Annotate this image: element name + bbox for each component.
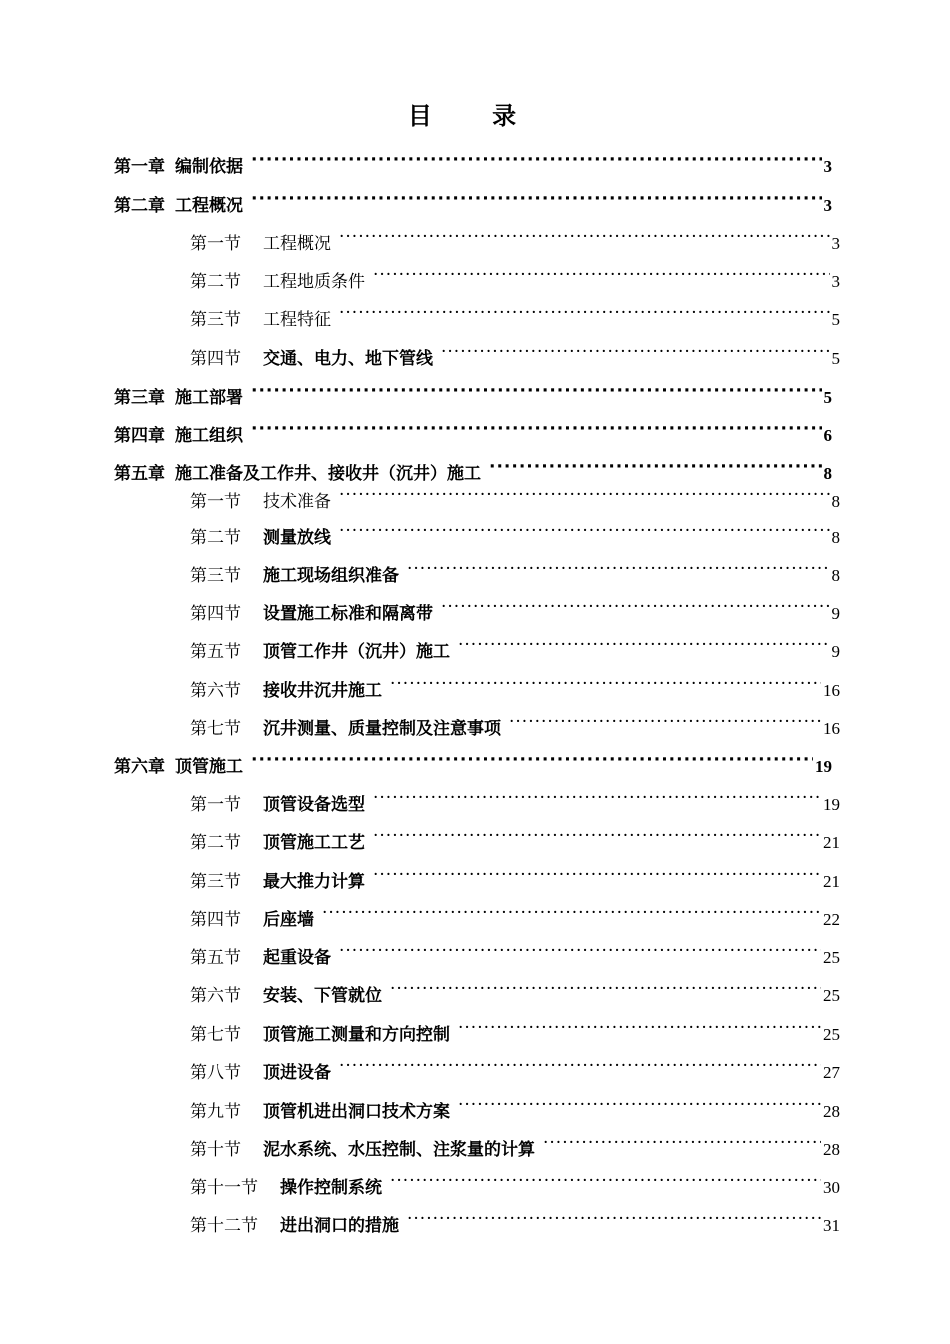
toc-entry-title: 工程概况 — [175, 196, 243, 216]
toc-page-number: 3 — [823, 157, 832, 176]
toc-entry-title: 施工组织 — [175, 426, 243, 446]
toc-page-number: 5 — [831, 310, 840, 329]
toc-page-number: 21 — [823, 833, 840, 852]
toc-leader-dots — [339, 939, 821, 963]
toc-entry-number: 第五节 — [190, 948, 241, 968]
toc-entry-title: 施工部署 — [175, 388, 243, 408]
toc-page-number: 28 — [823, 1140, 840, 1159]
toc-chapter-entry — [114, 417, 832, 446]
toc-entry-title: 工程概况 — [263, 234, 331, 254]
toc-section-entry — [190, 557, 840, 586]
toc-entry-number: 第八节 — [190, 1063, 241, 1083]
toc-entry-title: 顶进设备 — [263, 1063, 331, 1083]
toc-page-number: 22 — [823, 910, 840, 929]
toc-entry-title: 沉井测量、质量控制及注意事项 — [263, 719, 501, 739]
toc-entry-number: 第一节 — [190, 234, 241, 254]
toc-entry-number: 第一节 — [190, 795, 241, 815]
toc-leader-dots — [339, 519, 830, 543]
toc-leader-dots — [407, 557, 830, 581]
toc-page-number: 8 — [831, 492, 840, 511]
toc-entry-title: 顶管施工测量和方向控制 — [263, 1025, 450, 1045]
toc-leader-dots — [390, 672, 821, 696]
toc-leader-dots — [339, 301, 830, 325]
toc-leader-dots — [339, 225, 830, 249]
toc-entry-number: 第二节 — [190, 528, 241, 548]
toc-page-number: 30 — [823, 1178, 840, 1197]
toc-chapter-entry — [114, 455, 832, 484]
toc-section-entry — [190, 263, 840, 292]
toc-page-number: 6 — [823, 426, 832, 445]
toc-entry-title: 工程地质条件 — [263, 272, 365, 292]
toc-page-number: 25 — [823, 948, 840, 967]
toc-section-entry — [190, 225, 840, 254]
toc-section-entry — [190, 1169, 840, 1198]
toc-entry-title: 操作控制系统 — [280, 1178, 382, 1198]
toc-section-entry — [190, 863, 840, 892]
toc-page-number: 8 — [823, 464, 832, 483]
toc-entry-number: 第三节 — [190, 310, 241, 330]
toc-page-number: 16 — [823, 681, 840, 700]
toc-section-entry — [190, 595, 840, 624]
toc-section-entry — [190, 633, 840, 662]
toc-page-number: 3 — [831, 234, 840, 253]
toc-page-number: 5 — [831, 349, 840, 368]
toc-entry-title: 交通、电力、地下管线 — [263, 349, 433, 369]
toc-leader-dots — [339, 483, 830, 507]
toc-section-entry — [190, 1207, 840, 1236]
toc-leader-dots — [489, 455, 822, 479]
toc-section-entry — [190, 301, 840, 330]
toc-entry-title: 进出洞口的措施 — [280, 1216, 399, 1236]
toc-chapter-entry — [114, 148, 832, 177]
toc-entry-title: 起重设备 — [263, 948, 331, 968]
toc-page-number: 16 — [823, 719, 840, 738]
toc-entry-number: 第六节 — [190, 986, 241, 1006]
toc-section-entry — [190, 519, 840, 548]
toc-entry-title: 泥水系统、水压控制、注浆量的计算 — [263, 1140, 535, 1160]
toc-leader-dots — [373, 263, 830, 287]
toc-entry-number: 第七节 — [190, 719, 241, 739]
toc-leader-dots — [322, 901, 821, 925]
toc-leader-dots — [339, 1054, 821, 1078]
toc-section-entry — [190, 1093, 840, 1122]
toc-leader-dots — [390, 1169, 821, 1193]
toc-entry-title: 安装、下管就位 — [263, 986, 382, 1006]
toc-leader-dots — [373, 786, 821, 810]
toc-entry-number: 第二节 — [190, 272, 241, 292]
toc-leader-dots — [509, 710, 821, 734]
toc-entry-number: 第五节 — [190, 642, 241, 662]
toc-entry-number: 第三节 — [190, 566, 241, 586]
toc-entry-number: 第四章 — [114, 426, 165, 446]
toc-page-number: 19 — [823, 795, 840, 814]
toc-section-entry — [190, 786, 840, 815]
toc-page-number: 25 — [823, 986, 840, 1005]
toc-entry-title: 顶管施工 — [175, 757, 243, 777]
toc-page-number: 31 — [823, 1216, 840, 1235]
toc-leader-dots — [458, 1016, 821, 1040]
toc-entry-number: 第二章 — [114, 196, 165, 216]
toc-entry-title: 施工现场组织准备 — [263, 566, 399, 586]
toc-entry-title: 顶管施工工艺 — [263, 833, 365, 853]
toc-entry-number: 第四节 — [190, 910, 241, 930]
toc-section-entry — [190, 977, 840, 1006]
toc-page-number: 5 — [823, 388, 832, 407]
toc-leader-dots — [373, 863, 821, 887]
toc-entry-title: 后座墙 — [263, 910, 314, 930]
toc-entry-number: 第五章 — [114, 464, 165, 484]
toc-entry-number: 第六章 — [114, 757, 165, 777]
toc-leader-dots — [458, 1093, 821, 1117]
toc-entry-title: 顶管机进出洞口技术方案 — [263, 1102, 450, 1122]
toc-entry-title: 编制依据 — [175, 157, 243, 177]
toc-entry-title: 施工准备及工作井、接收井（沉井）施工 — [175, 464, 481, 484]
toc-section-entry — [190, 1131, 840, 1160]
toc-section-entry — [190, 939, 840, 968]
toc-page-number: 27 — [823, 1063, 840, 1082]
toc-page-number: 25 — [823, 1025, 840, 1044]
toc-leader-dots — [251, 417, 822, 441]
toc-entry-number: 第二节 — [190, 833, 241, 853]
toc-entry-number: 第三节 — [190, 872, 241, 892]
toc-section-entry — [190, 1054, 840, 1083]
toc-entry-number: 第四节 — [190, 349, 241, 369]
toc-leader-dots — [251, 748, 813, 772]
toc-entry-number: 第四节 — [190, 604, 241, 624]
toc-page-number: 3 — [831, 272, 840, 291]
toc-chapter-entry — [114, 748, 832, 777]
toc-entry-title: 顶管设备选型 — [263, 795, 365, 815]
toc-leader-dots — [251, 379, 822, 403]
toc-section-entry — [190, 1016, 840, 1045]
toc-title: 目 录 — [407, 102, 543, 130]
toc-section-entry — [190, 901, 840, 930]
toc-page-number: 19 — [815, 757, 832, 776]
toc-entry-number: 第十节 — [190, 1140, 241, 1160]
toc-page-number: 21 — [823, 872, 840, 891]
toc-leader-dots — [251, 187, 822, 211]
toc-leader-dots — [441, 340, 830, 364]
toc-entry-number: 第十二节 — [190, 1216, 258, 1236]
toc-leader-dots — [458, 633, 830, 657]
toc-page-number: 8 — [831, 528, 840, 547]
toc-section-entry — [190, 483, 840, 512]
toc-entry-title: 测量放线 — [263, 528, 331, 548]
toc-entry-number: 第一章 — [114, 157, 165, 177]
toc-section-entry — [190, 340, 840, 369]
toc-chapter-entry — [114, 187, 832, 216]
toc-leader-dots — [407, 1207, 821, 1231]
toc-entry-number: 第一节 — [190, 492, 241, 512]
toc-page-number: 9 — [831, 642, 840, 661]
toc-entry-title: 技术准备 — [263, 492, 331, 512]
toc-section-entry — [190, 824, 840, 853]
toc-section-entry — [190, 710, 840, 739]
toc-entry-number: 第六节 — [190, 681, 241, 701]
toc-page-number: 8 — [831, 566, 840, 585]
toc-page-number: 9 — [831, 604, 840, 623]
toc-section-entry — [190, 672, 840, 701]
toc-entry-title: 最大推力计算 — [263, 872, 365, 892]
toc-entry-title: 工程特征 — [263, 310, 331, 330]
toc-entry-number: 第九节 — [190, 1102, 241, 1122]
toc-chapter-entry — [114, 379, 832, 408]
toc-page-number: 28 — [823, 1102, 840, 1121]
toc-leader-dots — [441, 595, 830, 619]
toc-leader-dots — [543, 1131, 821, 1155]
toc-entry-number: 第七节 — [190, 1025, 241, 1045]
toc-leader-dots — [390, 977, 821, 1001]
toc-entry-number: 第三章 — [114, 388, 165, 408]
toc-leader-dots — [373, 824, 821, 848]
toc-entry-title: 接收井沉井施工 — [263, 681, 382, 701]
toc-entry-title: 设置施工标准和隔离带 — [263, 604, 433, 624]
toc-leader-dots — [251, 148, 822, 172]
toc-page-number: 3 — [823, 196, 832, 215]
toc-entry-title: 顶管工作井（沉井）施工 — [263, 642, 450, 662]
toc-entry-number: 第十一节 — [190, 1178, 258, 1198]
